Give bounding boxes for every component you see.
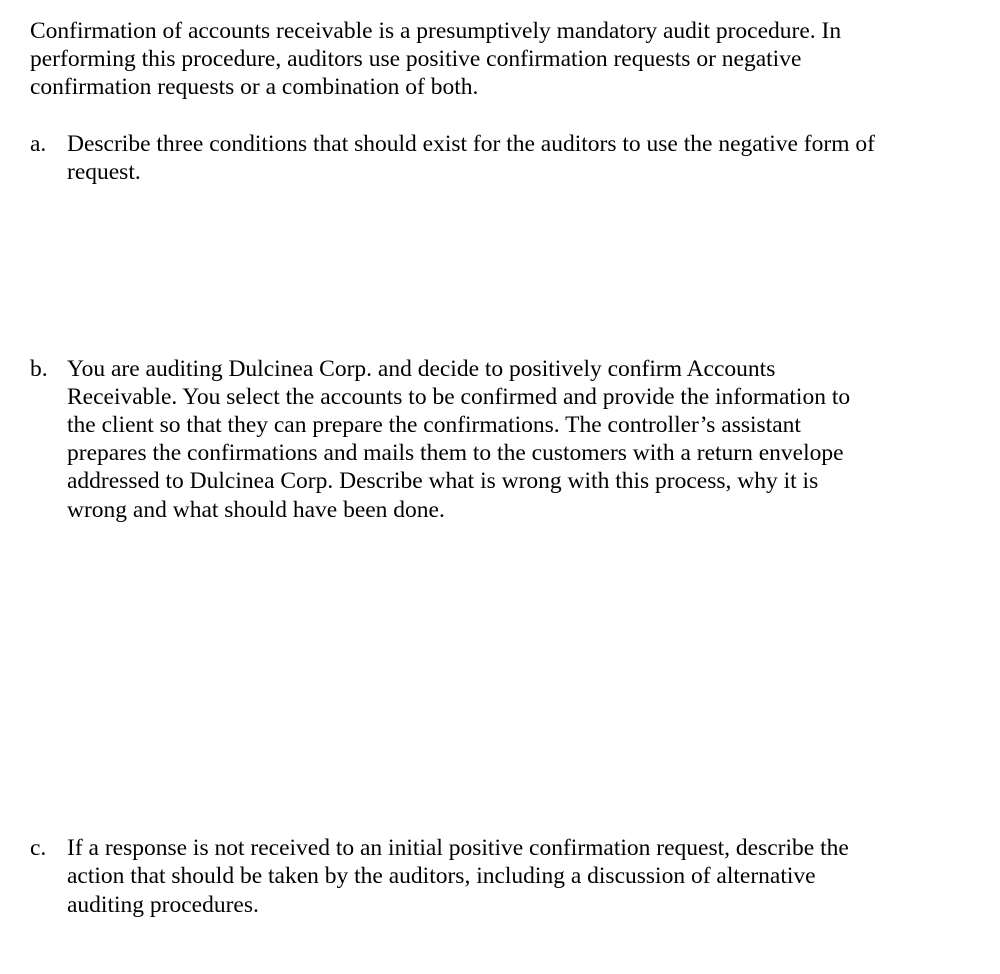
intro-line: Confirmation of accounts receivable is a presumptively mandatory audit procedure. In [30, 18, 842, 44]
question-line: wrong and what should have been done. [67, 497, 445, 523]
question-line: the client so that they can prepare the confirmations. The controller’s assistant [67, 412, 801, 438]
question-line: request. [67, 159, 141, 185]
intro-line: performing this procedure, auditors use positive confirmation requests or negative [30, 46, 802, 72]
question-line: Describe three conditions that should exist for the auditors to use the negative form of [67, 131, 875, 157]
question-marker: c. [30, 835, 47, 861]
question-line: addressed to Dulcinea Corp. Describe what is wrong with this process, why it is [67, 468, 819, 494]
question-marker: a. [30, 131, 47, 157]
question-line: action that should be taken by the auditors, including a discussion of alternative [67, 863, 816, 889]
question-line: You are auditing Dulcinea Corp. and decide to positively confirm Accounts [67, 356, 776, 382]
question-line: If a response is not received to an initial positive confirmation request, describe the [67, 835, 849, 861]
question-line: prepares the confirmations and mails them to the customers with a return envelope [67, 440, 844, 466]
question-line: Receivable. You select the accounts to be confirmed and provide the information to [67, 384, 851, 410]
question-marker: b. [30, 356, 48, 382]
intro-line: confirmation requests or a combination of both. [30, 74, 479, 100]
question-line: auditing procedures. [67, 892, 259, 918]
